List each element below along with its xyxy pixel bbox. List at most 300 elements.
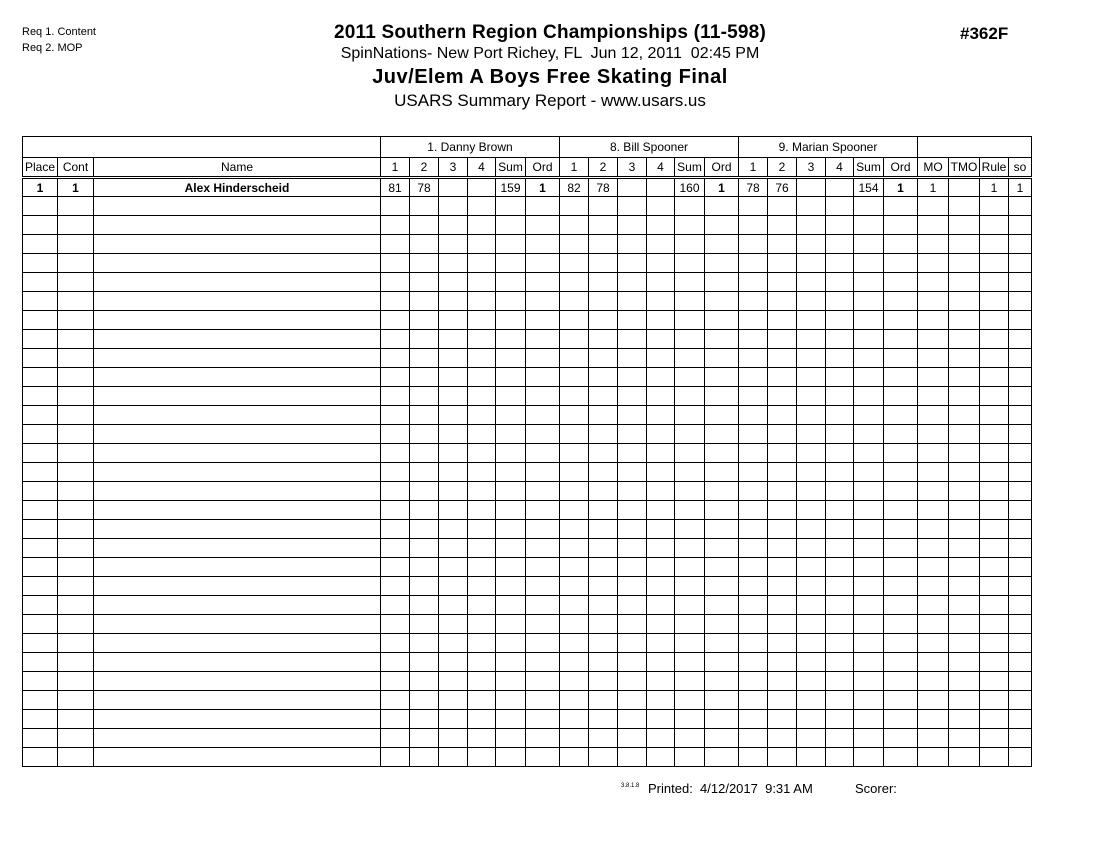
mo-cell xyxy=(918,691,949,710)
score-cell xyxy=(647,710,675,729)
sum-cell xyxy=(675,672,705,691)
mo-cell xyxy=(918,425,949,444)
sum-cell xyxy=(496,634,526,653)
score-cell xyxy=(739,444,768,463)
score-cell xyxy=(410,368,439,387)
mo-cell xyxy=(918,482,949,501)
ord-cell xyxy=(705,653,739,672)
so-cell xyxy=(1009,216,1032,235)
sum-cell xyxy=(496,444,526,463)
score-cell xyxy=(410,577,439,596)
col-header-judge1-4: 4 xyxy=(468,158,496,178)
score-cell xyxy=(589,330,618,349)
score-cell xyxy=(439,254,468,273)
so-cell xyxy=(1009,539,1032,558)
empty-row xyxy=(23,691,1032,710)
score-cell xyxy=(589,349,618,368)
sum-cell: 159 xyxy=(496,178,526,197)
cont-cell xyxy=(58,368,94,387)
score-cell xyxy=(826,748,854,767)
score-cell xyxy=(618,235,647,254)
score-cell xyxy=(560,387,589,406)
score-cell xyxy=(381,577,410,596)
score-cell xyxy=(560,197,589,216)
score-cell xyxy=(589,539,618,558)
score-cell xyxy=(618,482,647,501)
cont-cell xyxy=(58,634,94,653)
score-cell xyxy=(768,577,797,596)
score-cell xyxy=(739,387,768,406)
tmo-cell xyxy=(949,235,980,254)
score-cell xyxy=(381,691,410,710)
score-cell xyxy=(589,501,618,520)
score-cell xyxy=(797,292,826,311)
sum-cell xyxy=(675,710,705,729)
score-cell xyxy=(560,292,589,311)
sum-cell xyxy=(854,501,884,520)
judge-name-box: 8. Bill Spooner xyxy=(560,137,739,158)
rule-cell xyxy=(980,235,1009,254)
score-cell xyxy=(739,406,768,425)
rule-cell xyxy=(980,748,1009,767)
score-cell xyxy=(381,710,410,729)
rule-cell xyxy=(980,558,1009,577)
score-cell xyxy=(797,672,826,691)
score-cell xyxy=(410,539,439,558)
score-cell xyxy=(647,482,675,501)
score-cell xyxy=(618,216,647,235)
score-cell xyxy=(560,710,589,729)
skater-name-cell xyxy=(94,596,381,615)
ord-cell xyxy=(884,311,918,330)
score-cell xyxy=(439,691,468,710)
ord-cell xyxy=(526,330,560,349)
score-cell xyxy=(410,197,439,216)
score-cell xyxy=(739,292,768,311)
score-cell xyxy=(589,406,618,425)
scorer-label: Scorer: xyxy=(855,781,897,796)
col-header-judge3-ord: Ord xyxy=(884,158,918,178)
score-cell xyxy=(797,254,826,273)
place-cell xyxy=(23,520,58,539)
mo-cell xyxy=(918,710,949,729)
score-cell xyxy=(410,216,439,235)
score-cell xyxy=(826,596,854,615)
cont-cell xyxy=(58,710,94,729)
score-cell xyxy=(826,273,854,292)
ord-cell xyxy=(705,615,739,634)
sum-cell: 154 xyxy=(854,178,884,197)
mo-cell xyxy=(918,292,949,311)
score-cell xyxy=(618,444,647,463)
score-cell xyxy=(826,482,854,501)
score-cell xyxy=(618,254,647,273)
ord-cell xyxy=(526,216,560,235)
cont-cell xyxy=(58,349,94,368)
score-cell xyxy=(739,634,768,653)
score-cell xyxy=(381,615,410,634)
score-cell xyxy=(768,634,797,653)
score-cell xyxy=(618,672,647,691)
place-cell xyxy=(23,558,58,577)
so-cell xyxy=(1009,254,1032,273)
score-cell xyxy=(410,273,439,292)
column-header-row xyxy=(23,158,1032,178)
score-cell xyxy=(468,653,496,672)
so-cell xyxy=(1009,330,1032,349)
score-cell xyxy=(589,577,618,596)
ord-cell xyxy=(705,558,739,577)
sum-cell xyxy=(854,558,884,577)
ord-cell xyxy=(884,577,918,596)
tmo-cell xyxy=(949,520,980,539)
score-cell xyxy=(589,197,618,216)
ord-cell xyxy=(526,577,560,596)
col-header-judge2-ord: Ord xyxy=(705,158,739,178)
sum-cell xyxy=(675,577,705,596)
score-cell xyxy=(618,691,647,710)
sum-cell xyxy=(675,748,705,767)
ord-cell xyxy=(705,634,739,653)
ord-cell: 1 xyxy=(526,178,560,197)
judge-name-row xyxy=(23,137,1032,158)
score-cell: 78 xyxy=(410,178,439,197)
score-cell xyxy=(647,729,675,748)
tmo-cell xyxy=(949,729,980,748)
score-cell xyxy=(826,710,854,729)
sum-cell xyxy=(854,634,884,653)
score-cell xyxy=(739,653,768,672)
ord-cell xyxy=(705,197,739,216)
ord-cell xyxy=(705,311,739,330)
score-cell xyxy=(589,520,618,539)
score-cell xyxy=(560,748,589,767)
score-cell xyxy=(468,368,496,387)
score-cell xyxy=(618,349,647,368)
score-cell xyxy=(618,273,647,292)
score-cell xyxy=(797,311,826,330)
ord-cell xyxy=(705,520,739,539)
col-header-rule: Rule xyxy=(980,158,1009,178)
mo-cell xyxy=(918,444,949,463)
sum-cell xyxy=(854,577,884,596)
mo-cell xyxy=(918,463,949,482)
so-cell xyxy=(1009,520,1032,539)
skater-name-cell xyxy=(94,463,381,482)
empty-row xyxy=(23,197,1032,216)
ord-cell xyxy=(526,387,560,406)
sum-cell xyxy=(496,387,526,406)
so-cell xyxy=(1009,444,1032,463)
sum-cell xyxy=(675,330,705,349)
rule-cell xyxy=(980,292,1009,311)
score-cell xyxy=(560,634,589,653)
place-cell xyxy=(23,539,58,558)
score-cell xyxy=(410,729,439,748)
score-cell xyxy=(768,501,797,520)
ord-cell xyxy=(526,463,560,482)
score-cell xyxy=(439,710,468,729)
skater-name-cell xyxy=(94,330,381,349)
col-header-place: Place xyxy=(23,158,58,178)
ord-cell xyxy=(884,596,918,615)
score-table xyxy=(22,136,1032,767)
score-cell xyxy=(826,653,854,672)
ord-cell xyxy=(705,254,739,273)
score-cell xyxy=(768,425,797,444)
so-cell xyxy=(1009,558,1032,577)
sum-cell xyxy=(496,235,526,254)
sum-cell xyxy=(854,596,884,615)
empty-row xyxy=(23,577,1032,596)
rule-cell xyxy=(980,254,1009,273)
skater-name-cell xyxy=(94,748,381,767)
score-cell xyxy=(739,596,768,615)
score-cell xyxy=(768,748,797,767)
ord-cell xyxy=(526,710,560,729)
score-cell xyxy=(410,596,439,615)
score-cell xyxy=(468,463,496,482)
score-cell xyxy=(826,387,854,406)
score-cell xyxy=(410,235,439,254)
ord-cell xyxy=(705,406,739,425)
sum-cell xyxy=(854,349,884,368)
rule-cell xyxy=(980,387,1009,406)
score-cell xyxy=(560,501,589,520)
ord-cell xyxy=(884,368,918,387)
ord-cell: 1 xyxy=(884,178,918,197)
score-cell xyxy=(797,539,826,558)
sum-cell xyxy=(675,368,705,387)
rule-cell xyxy=(980,482,1009,501)
ord-cell xyxy=(705,387,739,406)
printed-timestamp: Printed: 4/12/2017 9:31 AM xyxy=(648,781,813,796)
sum-cell xyxy=(675,425,705,444)
sum-cell xyxy=(496,501,526,520)
sum-cell xyxy=(675,216,705,235)
ord-cell xyxy=(705,482,739,501)
championship-title: 2011 Southern Region Championships (11-598) xyxy=(334,22,766,43)
empty-row xyxy=(23,349,1032,368)
skater-name-cell xyxy=(94,292,381,311)
ord-cell xyxy=(526,235,560,254)
ord-cell xyxy=(705,216,739,235)
score-cell xyxy=(589,235,618,254)
score-cell xyxy=(826,577,854,596)
score-cell xyxy=(739,235,768,254)
score-cell xyxy=(560,596,589,615)
score-cell xyxy=(797,463,826,482)
sum-cell xyxy=(675,729,705,748)
tmo-cell xyxy=(949,406,980,425)
rule-cell xyxy=(980,444,1009,463)
score-cell xyxy=(589,596,618,615)
sum-cell xyxy=(496,539,526,558)
score-cell xyxy=(381,254,410,273)
place-cell xyxy=(23,406,58,425)
score-cell xyxy=(618,653,647,672)
sum-cell xyxy=(675,254,705,273)
sum-cell xyxy=(496,672,526,691)
score-cell xyxy=(439,634,468,653)
sum-cell xyxy=(854,273,884,292)
sum-cell xyxy=(854,387,884,406)
event-title: Juv/Elem A Boys Free Skating Final xyxy=(372,66,728,88)
sum-cell xyxy=(675,463,705,482)
score-cell xyxy=(647,349,675,368)
score-cell xyxy=(647,311,675,330)
score-cell xyxy=(560,558,589,577)
ord-cell xyxy=(705,691,739,710)
score-cell xyxy=(739,216,768,235)
col-header-so: so xyxy=(1009,158,1032,178)
empty-row xyxy=(23,558,1032,577)
report-title: USARS Summary Report - www.usars.us xyxy=(394,91,706,110)
skater-name-cell xyxy=(94,558,381,577)
score-cell xyxy=(647,368,675,387)
ord-cell xyxy=(705,425,739,444)
score-cell xyxy=(768,235,797,254)
score-cell xyxy=(439,615,468,634)
score-cell xyxy=(560,273,589,292)
empty-row xyxy=(23,311,1032,330)
score-cell xyxy=(739,463,768,482)
score-cell xyxy=(381,653,410,672)
place-cell: 1 xyxy=(23,178,58,197)
so-cell xyxy=(1009,577,1032,596)
score-cell xyxy=(768,254,797,273)
ord-cell xyxy=(884,387,918,406)
place-cell xyxy=(23,368,58,387)
score-cell xyxy=(826,615,854,634)
score-cell xyxy=(468,710,496,729)
competitor-row xyxy=(23,178,1032,197)
score-cell xyxy=(560,672,589,691)
score-cell xyxy=(797,197,826,216)
cont-cell xyxy=(58,444,94,463)
score-cell xyxy=(647,577,675,596)
score-cell xyxy=(468,634,496,653)
tmo-cell xyxy=(949,387,980,406)
skater-name-cell xyxy=(94,387,381,406)
rule-cell xyxy=(980,197,1009,216)
skater-name-cell xyxy=(94,311,381,330)
mo-cell xyxy=(918,596,949,615)
score-cell xyxy=(468,501,496,520)
score-cell xyxy=(468,615,496,634)
sum-cell xyxy=(675,539,705,558)
software-version: 3.8.1.8 xyxy=(621,783,640,789)
rule-cell xyxy=(980,615,1009,634)
score-cell xyxy=(826,330,854,349)
score-cell xyxy=(589,311,618,330)
score-cell xyxy=(410,653,439,672)
score-cell xyxy=(439,520,468,539)
score-cell xyxy=(410,254,439,273)
empty-row xyxy=(23,729,1032,748)
sum-cell xyxy=(854,748,884,767)
ord-cell xyxy=(884,748,918,767)
score-cell xyxy=(797,387,826,406)
score-cell xyxy=(468,748,496,767)
score-cell xyxy=(797,596,826,615)
score-cell xyxy=(468,444,496,463)
score-cell xyxy=(797,634,826,653)
score-cell xyxy=(797,653,826,672)
score-cell xyxy=(381,330,410,349)
score-cell xyxy=(739,197,768,216)
score-cell: 81 xyxy=(381,178,410,197)
score-cell xyxy=(618,748,647,767)
ord-cell xyxy=(884,197,918,216)
score-cell xyxy=(468,349,496,368)
so-cell xyxy=(1009,596,1032,615)
rule-cell xyxy=(980,273,1009,292)
tmo-cell xyxy=(949,425,980,444)
rule-cell xyxy=(980,539,1009,558)
skater-name-cell xyxy=(94,539,381,558)
cont-cell xyxy=(58,406,94,425)
empty-row xyxy=(23,634,1032,653)
sum-cell xyxy=(675,444,705,463)
score-cell xyxy=(410,710,439,729)
score-cell xyxy=(439,482,468,501)
rule-cell xyxy=(980,349,1009,368)
empty-row xyxy=(23,482,1032,501)
ord-cell xyxy=(705,672,739,691)
score-cell xyxy=(560,615,589,634)
sum-cell xyxy=(854,444,884,463)
score-cell xyxy=(589,292,618,311)
col-header-judge1-2: 2 xyxy=(410,158,439,178)
score-cell xyxy=(589,653,618,672)
ord-cell xyxy=(884,425,918,444)
score-cell xyxy=(381,634,410,653)
score-cell xyxy=(826,463,854,482)
empty-row xyxy=(23,539,1032,558)
ord-cell xyxy=(884,653,918,672)
rule-cell xyxy=(980,672,1009,691)
ord-cell xyxy=(526,691,560,710)
score-cell xyxy=(739,425,768,444)
col-header-judge3-3: 3 xyxy=(797,158,826,178)
score-cell xyxy=(739,273,768,292)
ord-cell xyxy=(705,748,739,767)
score-cell xyxy=(826,634,854,653)
skater-name-cell xyxy=(94,577,381,596)
score-cell xyxy=(381,444,410,463)
empty-row xyxy=(23,520,1032,539)
score-cell xyxy=(381,235,410,254)
score-cell xyxy=(647,596,675,615)
sum-cell xyxy=(854,691,884,710)
mo-cell xyxy=(918,387,949,406)
score-cell xyxy=(410,634,439,653)
score-cell xyxy=(618,729,647,748)
score-cell xyxy=(618,501,647,520)
score-cell xyxy=(647,197,675,216)
cont-cell xyxy=(58,482,94,501)
rule-cell xyxy=(980,634,1009,653)
so-cell xyxy=(1009,729,1032,748)
score-cell xyxy=(826,235,854,254)
sum-cell xyxy=(675,387,705,406)
skater-name-cell xyxy=(94,729,381,748)
score-cell xyxy=(381,748,410,767)
score-cell xyxy=(768,558,797,577)
sum-cell xyxy=(675,349,705,368)
score-cell xyxy=(647,672,675,691)
